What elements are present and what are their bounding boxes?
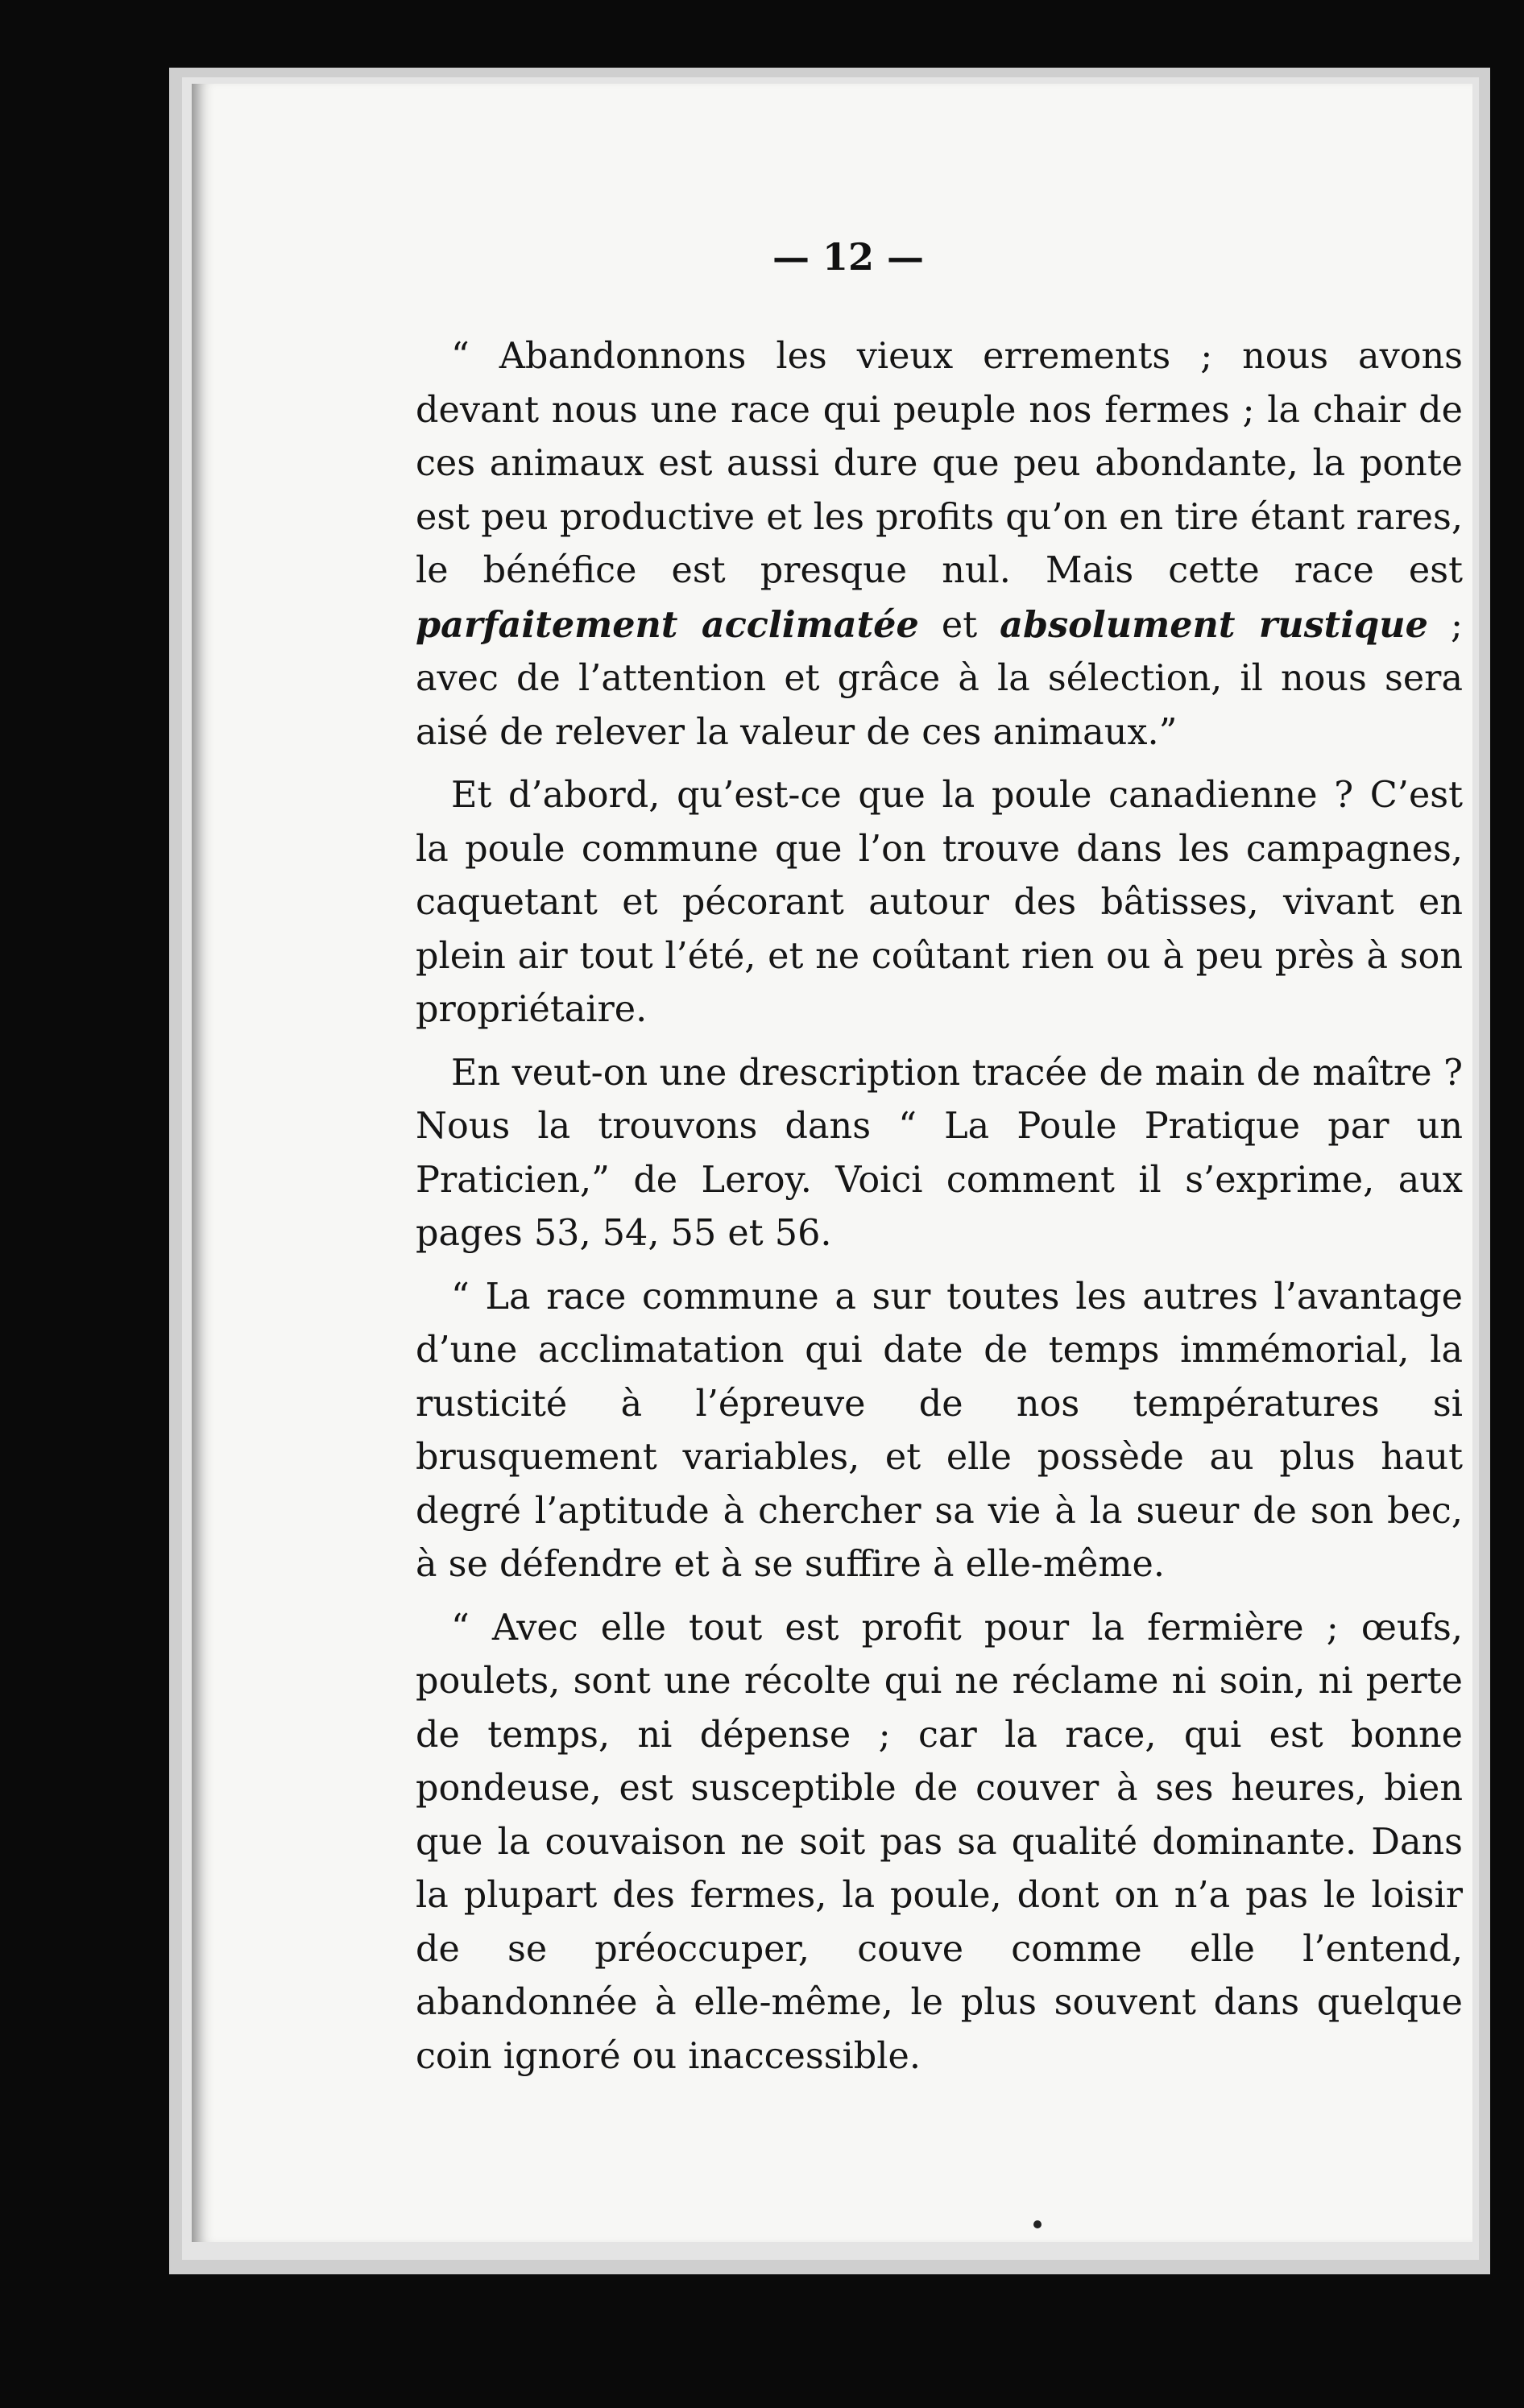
- text-segment: absolument rustique: [1000, 603, 1428, 646]
- page-number: — 12 —: [772, 235, 925, 279]
- text-segment: parfaitement acclimatée: [416, 603, 919, 646]
- paragraph-2: [416, 769, 1463, 1037]
- text-segment: “ Avec elle tout est profit pour la fermière ; œufs, poulets, sont une récolte qui ne réclame ni soin, ni perte de temps, ni dépense ; car la race, qui est bonne pondeuse, est susceptible de couver à ses heures, bien que la couvaison ne soit pas sa qualité dominante. Dans la plupart des fermes, la poule, dont on n’a pas le loisir de se préoccuper, couve comme elle l’entend, abandonnée à elle-même, le plus souvent dans quelque coin ignoré ou inaccessible.: [416, 1607, 1463, 2077]
- text-segment: Et d’abord, qu’est-ce que la poule canadienne ? C’est la poule commune que l’on trouve dans les campagnes, caquetant et pécorant autour des bâtisses, vivant en plein air tout l’été, et ne coûtant rien ou à peu près à son propriétaire.: [416, 775, 1463, 1030]
- paragraph-5: [416, 1602, 1463, 2084]
- text-segment: “ La race commune a sur toutes les autres l’avantage d’une acclimatation qui date de temps immémorial, la rusticité à l’épreuve de nos températures si brusquement variables, et elle possède au plus haut degré l’aptitude à chercher sa vie à la sueur de son bec, à se défendre et à se suffire à elle-même.: [416, 1276, 1463, 1585]
- text-segment: En veut-on une drescription tracée de main de maître ? Nous la trouvons dans “ La Poule Pratique par un Praticien,” de Leroy. Voici comment il s’exprime, aux pages 53, 54, 55 et 56.: [416, 1052, 1463, 1254]
- text-segment: ; avec de l’attention et grâce à la sélection, il nous sera aisé de relever la valeur de ces animaux.”: [416, 604, 1463, 753]
- body-text: [416, 330, 1463, 2093]
- text-segment: “ Abandonnons les vieux errements ; nous avons devant nous une race qui peuple nos fermes ; la chair de ces animaux est aussi dure que peu abondante, la ponte est peu productive et les profits qu’on en tire étant rares, le bénéfice est presque nul. Mais cette race est: [416, 336, 1463, 591]
- paragraph-1: [416, 330, 1463, 759]
- ink-speck: [1033, 2220, 1042, 2228]
- text-segment: et: [918, 604, 1000, 646]
- paragraph-4: [416, 1271, 1463, 1592]
- paragraph-3: [416, 1047, 1463, 1261]
